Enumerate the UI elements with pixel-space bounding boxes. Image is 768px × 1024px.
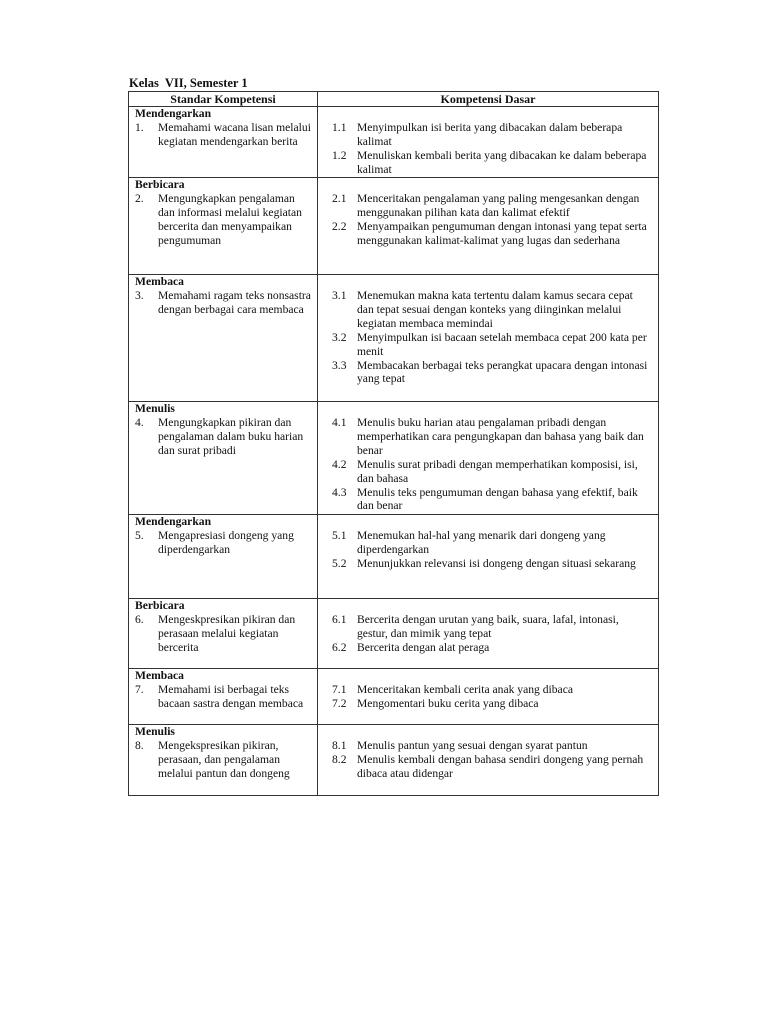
header-standar-kompetensi: Standar Kompetensi [129, 92, 318, 107]
standar-kompetensi-cell [129, 178, 318, 275]
kd-item [332, 697, 652, 711]
kd-number: 7.1 [332, 683, 347, 696]
kd-item [332, 613, 652, 641]
kd-text: Menemukan hal-hal yang menarik dari dongeng yang diperdengarkan [357, 529, 606, 556]
table-row [129, 515, 659, 599]
kd-number: 4.2 [332, 457, 347, 471]
kompetensi-dasar-cell [318, 402, 659, 515]
table-body [129, 107, 659, 796]
sk-number: 3. [135, 289, 144, 302]
kd-list [318, 402, 658, 513]
standar-kompetensi-cell [129, 402, 318, 515]
sk-text: Mengeskpresikan pikiran dan perasaan melalui kegiatan bercerita [158, 613, 296, 654]
kd-number: 8.2 [332, 752, 347, 766]
kompetensi-dasar-cell [318, 725, 659, 796]
kd-item [332, 359, 652, 387]
kd-text: Menunjukkan relevansi isi dongeng dengan situasi sekarang [357, 556, 636, 570]
table-row [129, 669, 659, 725]
sk-number: 8. [135, 739, 144, 752]
competency-table [128, 91, 659, 796]
kd-number: 1.2 [332, 148, 347, 162]
sk-text: Mengungkapkan pengalaman dan informasi melalui kegiatan bercerita dan menyampaikan pengumuman [158, 192, 302, 247]
kd-item [332, 220, 652, 248]
kd-item [332, 121, 652, 149]
sk-number: 4. [135, 416, 144, 429]
kd-text: Menulis buku harian atau pengalaman pribadi dengan memperhatikan cara pengungkapan dan bahasa yang baik dan benar [357, 416, 644, 457]
kd-list [318, 669, 658, 711]
kd-text: Menemukan makna kata tertentu dalam kamus secara cepat dan tepat sesuai dengan konteks yang diinginkan melalui kegiatan membaca memindai [357, 289, 633, 330]
kd-text: Menyampaikan pengumuman dengan intonasi yang tepat serta menggunakan kalimat-kalimat yang lugas dan sederhana [357, 219, 647, 247]
kd-item [332, 529, 652, 557]
standar-kompetensi-cell [129, 107, 318, 178]
kd-item [332, 753, 652, 781]
skill-group-label: Menulis [135, 725, 175, 738]
kd-text: Menulis pantun yang sesuai dengan syarat pantun [357, 739, 588, 752]
skill-group-label: Membaca [135, 669, 184, 682]
table-row [129, 725, 659, 796]
kd-number: 2.2 [332, 219, 347, 233]
kd-text: Menyimpulkan isi berita yang dibacakan dalam beberapa kalimat [357, 121, 623, 148]
skill-group-label: Mendengarkan [135, 107, 212, 120]
kd-list [318, 599, 658, 655]
kompetensi-dasar-cell [318, 669, 659, 725]
standar-kompetensi-cell [129, 515, 318, 599]
table-header-row [129, 92, 659, 107]
kd-number: 3.2 [332, 330, 347, 344]
kd-text: Menulis teks pengumuman dengan bahasa yang efektif, baik dan benar [357, 485, 638, 513]
sk-text: Mengapresiasi dongeng yang diperdengarkan [158, 529, 294, 556]
kd-text: Menceritakan pengalaman yang paling mengesankan dengan menggunakan pilihan kata dan kalimat efektif [357, 192, 640, 219]
sk-text: Memahami ragam teks nonsastra dengan berbagai cara membaca [158, 289, 311, 316]
header-kompetensi-dasar: Kompetensi Dasar [318, 92, 659, 107]
kd-text: Bercerita dengan alat peraga [357, 640, 490, 654]
standar-kompetensi-cell [129, 599, 318, 669]
kd-number: 3.3 [332, 358, 347, 372]
kd-item [332, 289, 652, 331]
kd-list [318, 178, 658, 248]
table-row [129, 402, 659, 515]
kd-item [332, 739, 652, 753]
document-title: Kelas VII, Semester 1 [129, 76, 248, 90]
skill-group-label: Mendengarkan [135, 515, 212, 528]
kd-text: Bercerita dengan urutan yang baik, suara, lafal, intonasi, gestur, dan mimik yang tepat [357, 613, 619, 640]
table-row [129, 599, 659, 669]
kd-text: Menuliskan kembali berita yang dibacakan ke dalam beberapa kalimat [357, 148, 647, 176]
skill-group-label: Berbicara [135, 178, 185, 191]
kd-number: 4.1 [332, 416, 347, 429]
table-row [129, 275, 659, 402]
kd-item [332, 557, 652, 571]
kd-item [332, 458, 652, 486]
kd-number: 4.3 [332, 485, 347, 499]
kd-number: 6.1 [332, 613, 347, 626]
kd-list [318, 275, 658, 386]
kompetensi-dasar-cell [318, 178, 659, 275]
kd-list [318, 515, 658, 571]
kd-item [332, 149, 652, 177]
kd-item [332, 331, 652, 359]
kd-number: 1.1 [332, 121, 347, 134]
kd-item [332, 192, 652, 220]
kompetensi-dasar-cell [318, 515, 659, 599]
standar-kompetensi-cell [129, 725, 318, 796]
kompetensi-dasar-cell [318, 107, 659, 178]
table-row [129, 178, 659, 275]
sk-text: Memahami wacana lisan melalui kegiatan mendengarkan berita [158, 121, 311, 148]
kd-number: 5.1 [332, 529, 347, 542]
kd-text: Menceritakan kembali cerita anak yang dibaca [357, 683, 573, 696]
kd-text: Menulis surat pribadi dengan memperhatikan komposisi, isi, dan bahasa [357, 457, 638, 485]
kd-text: Membacakan berbagai teks perangkat upacara dengan intonasi yang tepat [357, 358, 648, 386]
kompetensi-dasar-cell [318, 275, 659, 402]
kd-item [332, 486, 652, 514]
kd-number: 8.1 [332, 739, 347, 752]
skill-group-label: Menulis [135, 402, 175, 415]
sk-number: 5. [135, 529, 144, 542]
standar-kompetensi-cell [129, 669, 318, 725]
kd-number: 7.2 [332, 696, 347, 710]
kd-item [332, 416, 652, 458]
kd-number: 3.1 [332, 289, 347, 302]
kd-item [332, 641, 652, 655]
sk-text: Mengekspresikan pikiran, perasaan, dan pengalaman melalui pantun dan dongeng [158, 739, 290, 780]
kompetensi-dasar-cell [318, 599, 659, 669]
skill-group-label: Membaca [135, 275, 184, 288]
sk-number: 7. [135, 683, 144, 696]
sk-text: Mengungkapkan pikiran dan pengalaman dalam buku harian dan surat pribadi [158, 416, 304, 457]
kd-text: Menulis kembali dengan bahasa sendiri dongeng yang pernah dibaca atau didengar [357, 752, 644, 780]
table-row [129, 107, 659, 178]
kd-item [332, 683, 652, 697]
standar-kompetensi-cell [129, 275, 318, 402]
kd-number: 5.2 [332, 556, 347, 570]
sk-number: 1. [135, 121, 144, 134]
kd-text: Menyimpulkan isi bacaan setelah membaca cepat 200 kata per menit [357, 330, 647, 358]
skill-group-label: Berbicara [135, 599, 185, 612]
kd-list [318, 725, 658, 781]
sk-number: 2. [135, 192, 144, 205]
kd-list [318, 107, 658, 177]
kd-number: 2.1 [332, 192, 347, 205]
kd-text: Mengomentari buku cerita yang dibaca [357, 696, 539, 710]
sk-number: 6. [135, 613, 144, 626]
sk-text: Memahami isi berbagai teks bacaan sastra dengan membaca [158, 683, 304, 710]
kd-number: 6.2 [332, 640, 347, 654]
